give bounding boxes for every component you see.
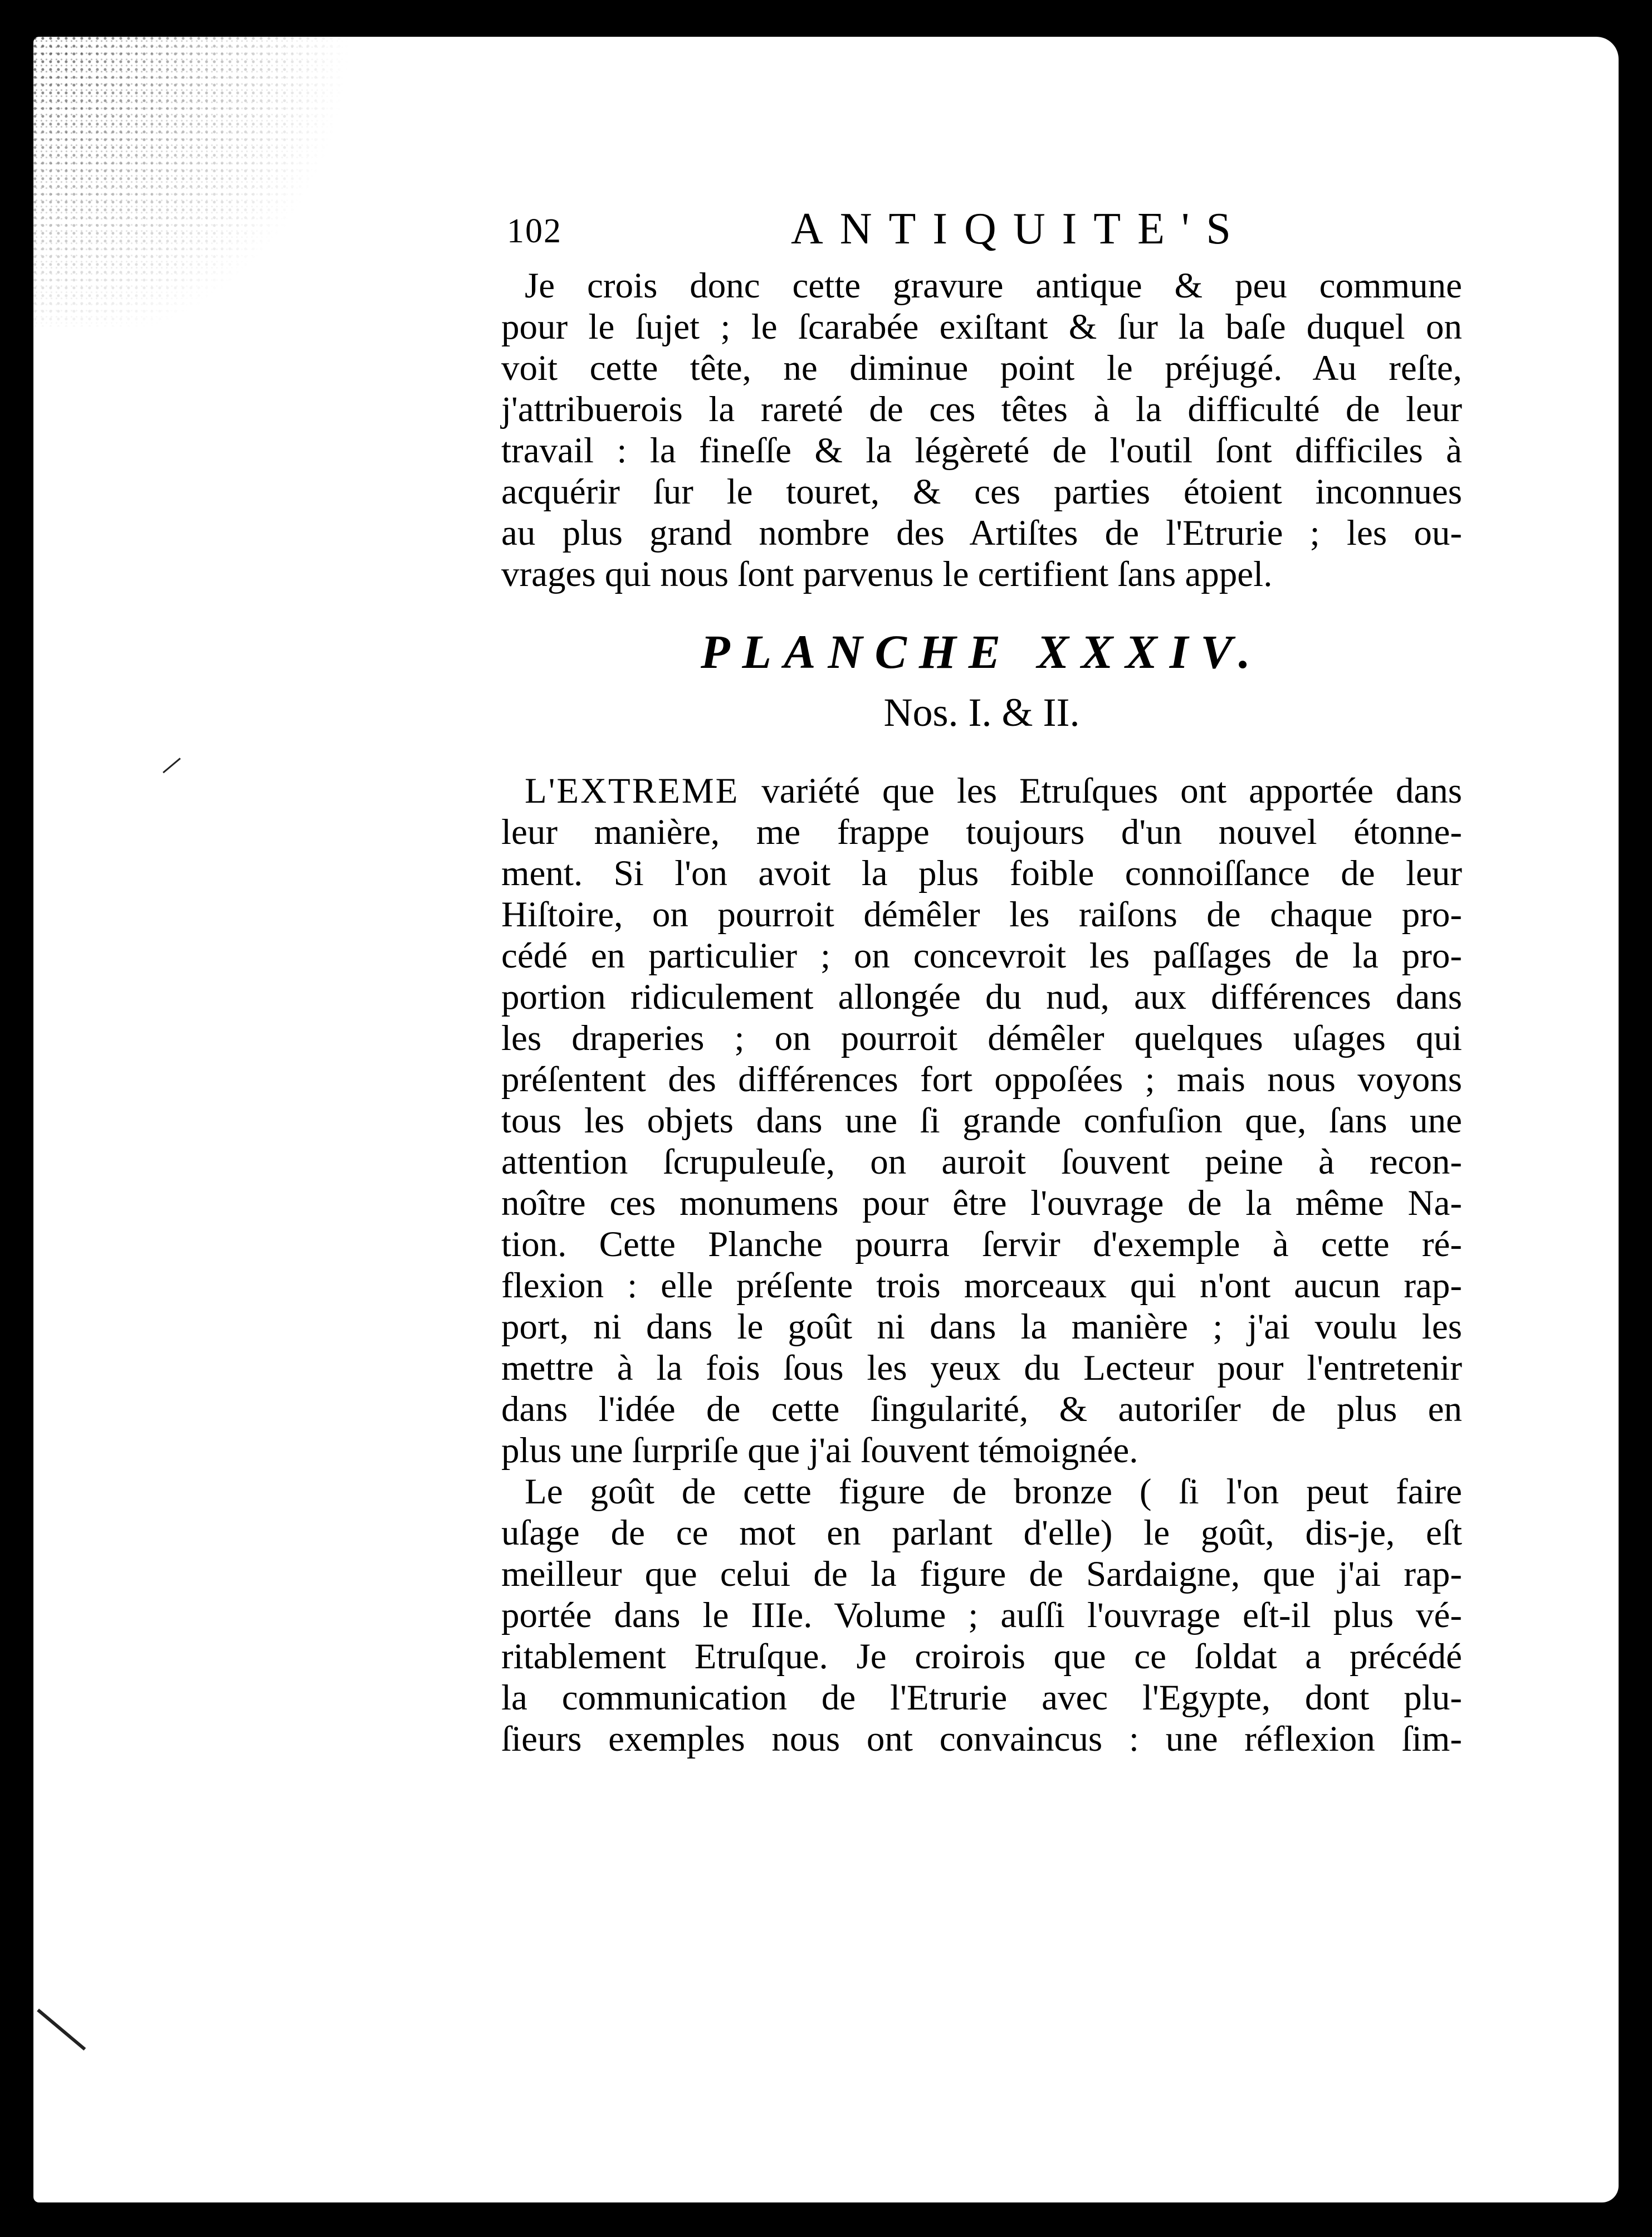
text-line: attention ſcrupuleuſe, on auroit ſouvent peine à recon-: [501, 1142, 1462, 1182]
paragraph-1: [501, 265, 1462, 595]
text-line: acquérir ſur le touret, & ces parties étoient inconnues: [501, 472, 1462, 512]
text-line: travail : la fineſſe & la légèreté de l'outil ſont difficiles à: [501, 431, 1462, 471]
text-line: la communication de l'Etrurie avec l'Egypte, dont plu-: [501, 1678, 1462, 1718]
text-line: cédé en particulier ; on concevroit les paſſages de la pro-: [501, 936, 1462, 976]
text-line: vrages qui nous ſont parvenus le certifient ſans appel.: [501, 554, 1273, 594]
text-line: port, ni dans le goût ni dans la manière ; j'ai voulu les: [501, 1307, 1462, 1347]
text-line: [501, 770, 1462, 812]
text-line: portée dans le IIIe. Volume ; auſſi l'ouvrage eſt-il plus vé-: [501, 1595, 1462, 1635]
text-line: dans l'idée de cette ſingularité, & autoriſer de plus en: [501, 1389, 1462, 1429]
text-line: pour le ſujet ; le ſcarabée exiſtant & ſur la baſe duquel on: [501, 307, 1462, 347]
scan-mark: [163, 758, 181, 773]
text-line: tous les objets dans une ſi grande confuſion que, ſans une: [501, 1101, 1462, 1141]
scan-mark: [37, 2009, 86, 2050]
text-line: meilleur que celui de la figure de Sardaigne, que j'ai rap-: [501, 1554, 1462, 1594]
text-line: Je crois donc cette gravure antique & peu commune: [525, 266, 1462, 306]
running-title: ANTIQUITE'S: [791, 204, 1248, 253]
text-line: préſentent des différences fort oppoſées ; mais nous voyons: [501, 1059, 1462, 1100]
text-line: uſage de ce mot en parlant d'elle) le goût, dis-je, eſt: [501, 1513, 1462, 1553]
text-line: mettre à la fois ſous les yeux du Lecteur pour l'entretenir: [501, 1348, 1462, 1388]
text-block: [501, 204, 1462, 1760]
text-line: au plus grand nombre des Artiſtes de l'Etrurie ; les ou-: [501, 513, 1462, 553]
book-page: [33, 37, 1619, 2202]
plate-numbers: Nos. I. & II.: [883, 690, 1080, 735]
drop-word: L'EXTREME: [525, 771, 740, 811]
text-line: flexion : elle préſente trois morceaux qui n'ont aucun rap-: [501, 1266, 1462, 1306]
text-line: ment. Si l'on avoit la plus foible connoiſſance de leur: [501, 853, 1462, 893]
text-line: ritablement Etruſque. Je croirois que ce ſoldat a précédé: [501, 1637, 1462, 1677]
text-line: les draperies ; on pourroit démêler quelques uſages qui: [501, 1018, 1462, 1058]
text-line: Hiſtoire, on pourroit démêler les raiſons de chaque pro-: [501, 895, 1462, 935]
text-line: ſieurs exemples nous ont convaincus : une réflexion ſim-: [501, 1719, 1462, 1759]
text-line: leur manière, me frappe toujours d'un nouvel étonne-: [501, 812, 1462, 852]
text-line: noître ces monumens pour être l'ouvrage de la même Na-: [501, 1183, 1462, 1223]
paragraph-3: [501, 1471, 1462, 1760]
plate-heading: PLANCHE XXXIV.: [701, 625, 1263, 678]
text-line: tion. Cette Planche pourra ſervir d'exemple à cette ré-: [501, 1224, 1462, 1264]
text-line: j'attribuerois la rareté de ces têtes à la difficulté de leur: [501, 389, 1462, 429]
page-number: 102: [507, 212, 562, 250]
text-fragment: variété que les Etruſques ont apportée dans: [739, 771, 1462, 811]
text-line: portion ridiculement allongée du nud, aux différences dans: [501, 977, 1462, 1017]
paragraph-2: [501, 770, 1462, 1471]
text-line: Le goût de cette figure de bronze ( ſi l'on peut faire: [525, 1472, 1462, 1512]
running-head: [501, 204, 1462, 265]
text-line: plus une ſurpriſe que j'ai ſouvent témoignée.: [501, 1430, 1138, 1471]
text-line: voit cette tête, ne diminue point le préjugé. Au reſte,: [501, 348, 1462, 388]
scan-noise: [33, 37, 379, 326]
